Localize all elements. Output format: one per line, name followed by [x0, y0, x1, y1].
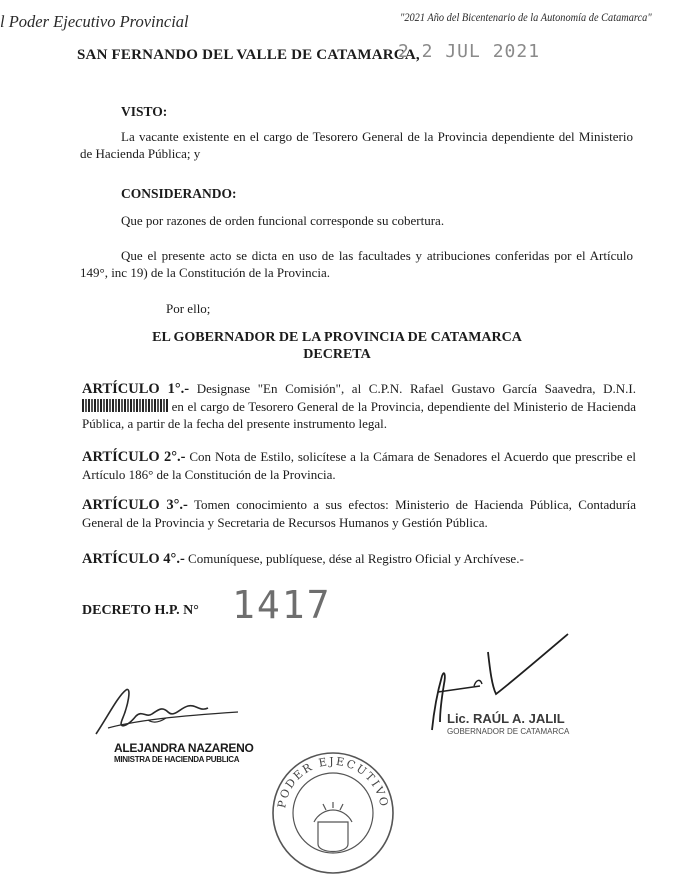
signatory-left-name: ALEJANDRA NAZARENO — [114, 741, 254, 755]
article-4 — [82, 550, 636, 568]
official-seal — [268, 748, 398, 878]
decreta-heading: DECRETA — [303, 347, 371, 362]
article-1-text-a: Designase "En Comisión", al C.P.N. Rafael Gustavo García Saavedra, D.N.I. — [189, 381, 636, 396]
governor-heading: EL GOBERNADOR DE LA PROVINCIA DE CATAMARCA — [152, 330, 522, 345]
article-2 — [82, 448, 636, 483]
article-1 — [82, 380, 636, 432]
por-ello: Por ello; — [166, 301, 211, 316]
letterhead-left: l Poder Ejecutivo Provincial — [0, 12, 189, 31]
visto-heading: VISTO: — [121, 104, 168, 119]
decreto-label: DECRETO H.P. N° — [82, 603, 199, 618]
article-2-text: Con Nota de Estilo, solicítese a la Cámara de Senadores el Acuerdo que prescribe el Artículo 186° de la Constitución de la Provincia. — [82, 449, 636, 482]
signatory-left-title: MINISTRA DE HACIENDA PUBLICA — [114, 755, 240, 764]
considerando-heading: CONSIDERANDO: — [121, 186, 237, 201]
decreto-number-stamp: 1417 — [232, 583, 332, 627]
redacted-dni — [82, 399, 168, 412]
date-stamp: 2 2 JUL 2021 — [398, 41, 541, 62]
signatory-right-name: Lic. RAÚL A. JALIL — [447, 711, 565, 726]
visto-text: La vacante existente en el cargo de Tesorero General de la Provincia dependiente del Ministerio de Hacienda Pública; y — [80, 129, 633, 161]
article-2-label: ARTÍCULO 2°.- — [82, 449, 186, 465]
article-4-label: ARTÍCULO 4°.- — [82, 551, 185, 567]
place-line: SAN FERNANDO DEL VALLE DE CATAMARCA, — [77, 47, 420, 63]
considerando-paragraph-2: Que el presente acto se dicta en uso de las facultades y atribuciones conferidas por el Artículo 149°, inc 19) de la Constitución de la Provincia. — [80, 248, 633, 280]
letterhead-right-motto: "2021 Año del Bicentenario de la Autonomía de Catamarca" — [400, 12, 652, 24]
article-3-text: Tomen conocimiento a sus efectos: Ministerio de Hacienda Pública, Contaduría General de la Provincia y Secretaria de Recursos Humanos y Gestión Pública. — [82, 497, 636, 530]
article-4-text: Comuníquese, publíquese, dése al Registro Oficial y Archívese.- — [184, 551, 524, 566]
article-3-label: ARTÍCULO 3°.- — [82, 497, 188, 513]
coat-of-arms-icon — [314, 802, 352, 852]
article-1-text-b: en el cargo de Tesorero General de la Provincia, dependiente del Ministerio de Hacienda Pública, a partir de la fecha del presente instrumento legal. — [82, 399, 636, 431]
article-3 — [82, 496, 636, 531]
considerando-paragraph-1: Que por razones de orden funcional corresponde su cobertura. — [121, 213, 445, 228]
seal-text: PODER EJECUTIVO — [275, 754, 391, 810]
signatory-right-title: GOBERNADOR DE CATAMARCA — [447, 727, 570, 736]
article-1-label: ARTÍCULO 1°.- — [82, 381, 190, 397]
signature-nazareno-scribble — [88, 676, 248, 746]
